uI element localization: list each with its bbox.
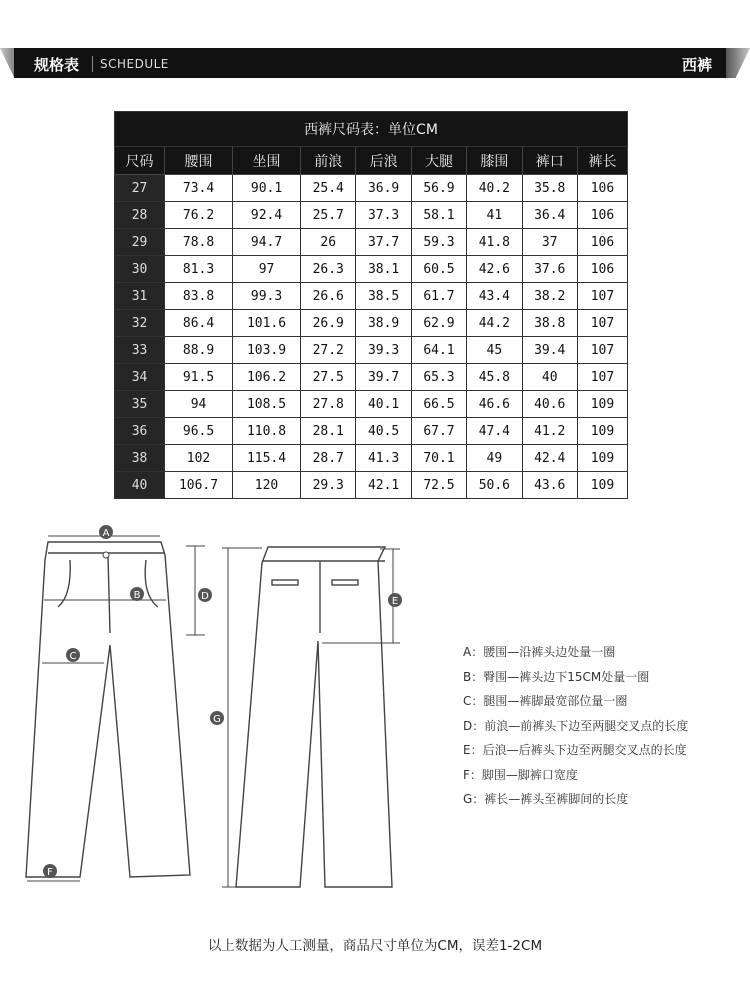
column-header: 腰围 — [165, 147, 233, 175]
table-cell: 39.4 — [522, 337, 577, 364]
table-cell: 41 — [467, 202, 522, 229]
column-header: 尺码 — [115, 147, 165, 175]
legend-item-e: E：后浪—后裤头下边至两腿交叉点的长度 — [463, 743, 687, 757]
table-row — [115, 175, 628, 202]
table-cell: 38.5 — [356, 283, 411, 310]
table-row — [115, 337, 628, 364]
table-cell: 45.8 — [467, 364, 522, 391]
size-cell: 33 — [115, 337, 165, 364]
table-cell: 109 — [577, 445, 627, 472]
table-cell: 78.8 — [165, 229, 233, 256]
table-cell: 42.4 — [522, 445, 577, 472]
table-cell: 88.9 — [165, 337, 233, 364]
table-cell: 39.7 — [356, 364, 411, 391]
front-trousers — [26, 542, 190, 877]
table-cell: 86.4 — [165, 310, 233, 337]
svg-text:C: C — [69, 651, 77, 662]
size-cell: 35 — [115, 391, 165, 418]
table-cell: 103.9 — [233, 337, 301, 364]
table-row — [115, 445, 628, 472]
column-header: 裤长 — [577, 147, 627, 175]
table-cell: 110.8 — [233, 418, 301, 445]
table-cell: 76.2 — [165, 202, 233, 229]
table-cell: 115.4 — [233, 445, 301, 472]
table-cell: 58.1 — [411, 202, 466, 229]
table-cell: 37.3 — [356, 202, 411, 229]
table-row — [115, 472, 628, 499]
table-cell: 106.7 — [165, 472, 233, 499]
table-cell: 62.9 — [411, 310, 466, 337]
table-cell: 107 — [577, 364, 627, 391]
table-cell: 36.4 — [522, 202, 577, 229]
size-cell: 29 — [115, 229, 165, 256]
table-cell: 26.3 — [301, 256, 356, 283]
table-cell: 35.8 — [522, 175, 577, 202]
table-cell: 102 — [165, 445, 233, 472]
column-header: 前浪 — [301, 147, 356, 175]
column-header: 后浪 — [356, 147, 411, 175]
table-cell: 81.3 — [165, 256, 233, 283]
table-cell: 37 — [522, 229, 577, 256]
svg-text:D: D — [201, 591, 209, 602]
header-divider — [92, 56, 93, 72]
table-cell: 43.4 — [467, 283, 522, 310]
legend-item-c: C：腿围—裤脚最宽部位量一圈 — [463, 694, 628, 708]
table-cell: 40.6 — [522, 391, 577, 418]
header-bar — [0, 45, 750, 81]
table-cell: 50.6 — [467, 472, 522, 499]
table-cell: 83.8 — [165, 283, 233, 310]
header-right-cap — [726, 48, 750, 78]
table-cell: 38.8 — [522, 310, 577, 337]
table-cell: 41.3 — [356, 445, 411, 472]
table-row — [115, 364, 628, 391]
table-cell: 27.8 — [301, 391, 356, 418]
size-cell: 34 — [115, 364, 165, 391]
table-cell: 70.1 — [411, 445, 466, 472]
table-row — [115, 256, 628, 283]
svg-text:E: E — [391, 596, 399, 607]
table-cell: 106 — [577, 256, 627, 283]
table-cell: 90.1 — [233, 175, 301, 202]
table-cell: 26.6 — [301, 283, 356, 310]
size-cell: 38 — [115, 445, 165, 472]
marker-a-icon — [99, 525, 113, 539]
measurement-legend — [463, 640, 688, 812]
size-cell: 30 — [115, 256, 165, 283]
table-cell: 73.4 — [165, 175, 233, 202]
table-cell: 61.7 — [411, 283, 466, 310]
marker-g-icon — [210, 711, 224, 725]
table-cell: 108.5 — [233, 391, 301, 418]
table-cell: 106 — [577, 229, 627, 256]
table-cell: 45 — [467, 337, 522, 364]
svg-text:F: F — [47, 867, 53, 878]
svg-text:G: G — [213, 714, 221, 725]
table-cell: 106 — [577, 202, 627, 229]
marker-b-icon — [130, 587, 144, 601]
table-cell: 47.4 — [467, 418, 522, 445]
table-row — [115, 202, 628, 229]
size-table — [114, 111, 628, 499]
table-cell: 49 — [467, 445, 522, 472]
header-title: 规格表 — [34, 56, 80, 74]
table-cell: 107 — [577, 283, 627, 310]
table-cell: 26.9 — [301, 310, 356, 337]
table-cell: 38.2 — [522, 283, 577, 310]
table-cell: 92.4 — [233, 202, 301, 229]
table-cell: 26 — [301, 229, 356, 256]
size-cell: 31 — [115, 283, 165, 310]
size-cell: 40 — [115, 472, 165, 499]
legend-item-a: A：腰围—沿裤头边处量一圈 — [463, 645, 616, 659]
marker-e-icon — [388, 593, 402, 607]
table-cell: 36.9 — [356, 175, 411, 202]
marker-c-icon — [66, 648, 80, 662]
size-cell: 28 — [115, 202, 165, 229]
table-cell: 60.5 — [411, 256, 466, 283]
table-title: 西裤尺码表：单位CM — [115, 112, 628, 147]
legend-item-g: G：裤长—裤头至裤脚间的长度 — [463, 792, 629, 806]
table-cell: 27.5 — [301, 364, 356, 391]
table-cell: 66.5 — [411, 391, 466, 418]
column-header: 坐围 — [233, 147, 301, 175]
table-cell: 107 — [577, 310, 627, 337]
table-header-row — [115, 147, 628, 175]
marker-f-icon — [43, 864, 57, 878]
table-cell: 37.6 — [522, 256, 577, 283]
table-cell: 59.3 — [411, 229, 466, 256]
footer-note: 以上数据为人工测量，商品尺寸单位为CM，误差1-2CM — [207, 938, 543, 954]
table-cell: 120 — [233, 472, 301, 499]
table-cell: 109 — [577, 418, 627, 445]
table-cell: 41.2 — [522, 418, 577, 445]
table-cell: 40.5 — [356, 418, 411, 445]
svg-text:A: A — [102, 528, 110, 539]
size-cell: 32 — [115, 310, 165, 337]
table-cell: 27.2 — [301, 337, 356, 364]
table-cell: 46.6 — [467, 391, 522, 418]
table-cell: 109 — [577, 391, 627, 418]
table-row — [115, 229, 628, 256]
table-cell: 38.1 — [356, 256, 411, 283]
table-cell: 106.2 — [233, 364, 301, 391]
marker-d-icon — [198, 588, 212, 602]
table-cell: 96.5 — [165, 418, 233, 445]
table-row — [115, 283, 628, 310]
table-cell: 29.3 — [301, 472, 356, 499]
column-header: 大腿 — [411, 147, 466, 175]
table-cell: 107 — [577, 337, 627, 364]
table-cell: 101.6 — [233, 310, 301, 337]
table-cell: 106 — [577, 175, 627, 202]
size-cell: 36 — [115, 418, 165, 445]
table-cell: 99.3 — [233, 283, 301, 310]
table-cell: 109 — [577, 472, 627, 499]
table-cell: 94 — [165, 391, 233, 418]
table-row — [115, 391, 628, 418]
table-cell: 40.2 — [467, 175, 522, 202]
table-cell: 38.9 — [356, 310, 411, 337]
legend-item-d: D：前浪—前裤头下边至两腿交叉点的长度 — [463, 718, 689, 733]
table-cell: 39.3 — [356, 337, 411, 364]
table-cell: 43.6 — [522, 472, 577, 499]
table-cell: 25.4 — [301, 175, 356, 202]
table-cell: 91.5 — [165, 364, 233, 391]
table-cell: 41.8 — [467, 229, 522, 256]
size-cell: 27 — [115, 175, 165, 202]
table-cell: 42.6 — [467, 256, 522, 283]
back-trousers — [236, 547, 392, 887]
table-cell: 28.1 — [301, 418, 356, 445]
table-row — [115, 418, 628, 445]
table-cell: 64.1 — [411, 337, 466, 364]
table-cell: 37.7 — [356, 229, 411, 256]
table-row — [115, 310, 628, 337]
table-cell: 25.7 — [301, 202, 356, 229]
table-cell: 40.1 — [356, 391, 411, 418]
table-cell: 56.9 — [411, 175, 466, 202]
table-cell: 65.3 — [411, 364, 466, 391]
table-cell: 94.7 — [233, 229, 301, 256]
legend-item-f: F：脚围—脚裤口宽度 — [463, 767, 578, 782]
table-cell: 28.7 — [301, 445, 356, 472]
legend-item-b: B：臀围—裤头边下15CM处量一圈 — [463, 669, 650, 684]
column-header: 膝围 — [467, 147, 522, 175]
front-button — [103, 552, 109, 558]
table-cell: 40 — [522, 364, 577, 391]
header-subtitle: SCHEDULE — [100, 57, 169, 71]
table-cell: 72.5 — [411, 472, 466, 499]
svg-text:B: B — [133, 590, 141, 601]
table-body — [115, 175, 628, 499]
table-cell: 42.1 — [356, 472, 411, 499]
header-right-label: 西裤 — [681, 56, 712, 74]
table-cell: 67.7 — [411, 418, 466, 445]
column-header: 裤口 — [522, 147, 577, 175]
table-cell: 44.2 — [467, 310, 522, 337]
table-cell: 97 — [233, 256, 301, 283]
